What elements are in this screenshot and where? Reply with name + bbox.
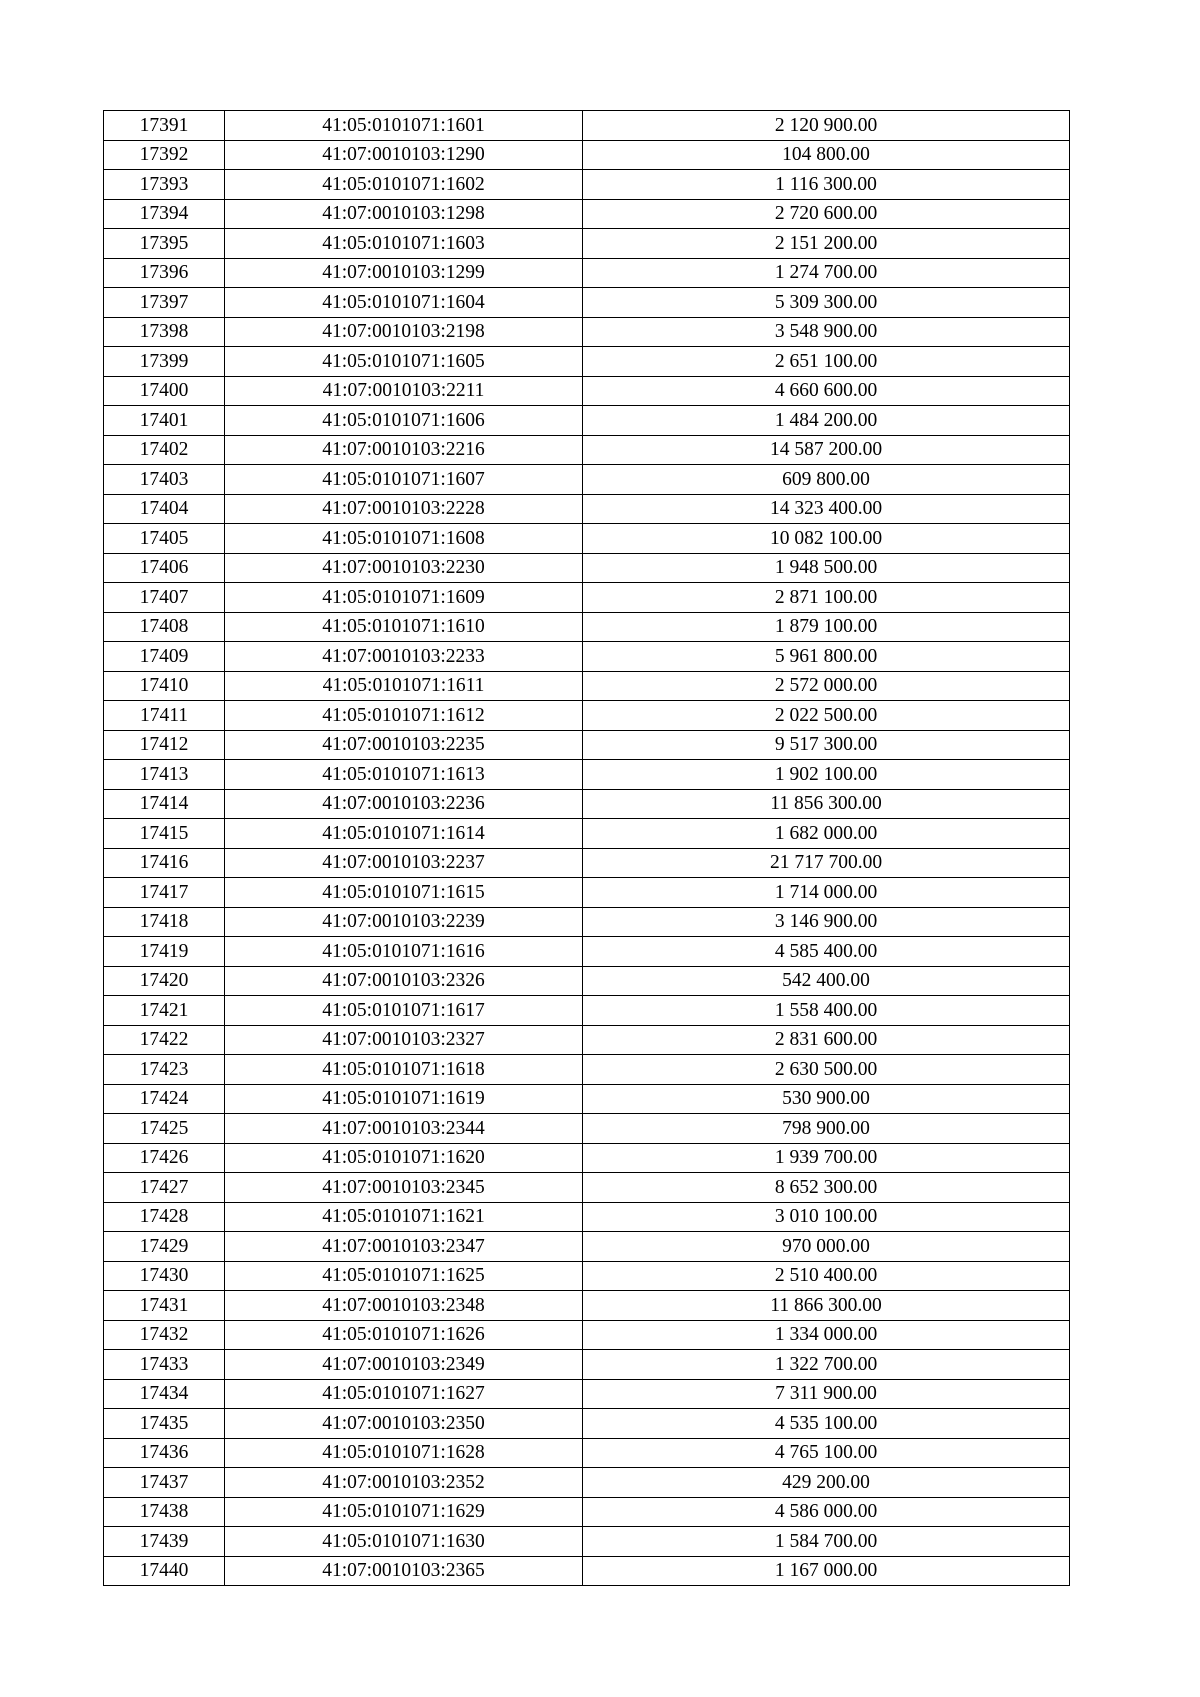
- table-row: [104, 583, 1070, 613]
- row-number-cell: 17403: [104, 465, 225, 495]
- row-number-cell: 17435: [104, 1409, 225, 1439]
- cadastral-value-cell: 798 900.00: [583, 1114, 1070, 1144]
- row-number-cell: 17429: [104, 1232, 225, 1262]
- table-row: [104, 376, 1070, 406]
- row-number-cell: 17397: [104, 288, 225, 318]
- row-number-cell: 17417: [104, 878, 225, 908]
- row-number-cell: 17394: [104, 199, 225, 229]
- table-row: [104, 111, 1070, 141]
- table-row: [104, 258, 1070, 288]
- cadastral-value-cell: 14 587 200.00: [583, 435, 1070, 465]
- cadastral-number-cell: 41:05:0101071:1614: [225, 819, 583, 849]
- cadastral-number-cell: 41:07:0010103:2216: [225, 435, 583, 465]
- row-number-cell: 17392: [104, 140, 225, 170]
- cadastral-value-cell: 4 535 100.00: [583, 1409, 1070, 1439]
- cadastral-value-cell: 4 765 100.00: [583, 1438, 1070, 1468]
- cadastral-value-cell: 2 510 400.00: [583, 1261, 1070, 1291]
- table-row: [104, 701, 1070, 731]
- cadastral-value-cell: 1 167 000.00: [583, 1556, 1070, 1586]
- cadastral-number-cell: 41:05:0101071:1613: [225, 760, 583, 790]
- table-row: [104, 1143, 1070, 1173]
- row-number-cell: 17402: [104, 435, 225, 465]
- table-row: [104, 819, 1070, 849]
- row-number-cell: 17399: [104, 347, 225, 377]
- cadastral-value-cell: 14 323 400.00: [583, 494, 1070, 524]
- cadastral-value-table: [103, 110, 1070, 1586]
- cadastral-value-cell: 1 714 000.00: [583, 878, 1070, 908]
- cadastral-value-cell: 3 010 100.00: [583, 1202, 1070, 1232]
- cadastral-value-cell: 8 652 300.00: [583, 1173, 1070, 1203]
- row-number-cell: 17423: [104, 1055, 225, 1085]
- cadastral-number-cell: 41:05:0101071:1607: [225, 465, 583, 495]
- table-row: [104, 494, 1070, 524]
- cadastral-number-cell: 41:07:0010103:2239: [225, 907, 583, 937]
- cadastral-value-cell: 2 151 200.00: [583, 229, 1070, 259]
- cadastral-value-cell: 542 400.00: [583, 966, 1070, 996]
- row-number-cell: 17413: [104, 760, 225, 790]
- cadastral-number-cell: 41:05:0101071:1626: [225, 1320, 583, 1350]
- table-row: [104, 1556, 1070, 1586]
- row-number-cell: 17395: [104, 229, 225, 259]
- cadastral-number-cell: 41:07:0010103:1298: [225, 199, 583, 229]
- row-number-cell: 17414: [104, 789, 225, 819]
- cadastral-number-cell: 41:07:0010103:2230: [225, 553, 583, 583]
- cadastral-number-cell: 41:05:0101071:1621: [225, 1202, 583, 1232]
- row-number-cell: 17425: [104, 1114, 225, 1144]
- table-row: [104, 937, 1070, 967]
- table-row: [104, 612, 1070, 642]
- row-number-cell: 17410: [104, 671, 225, 701]
- row-number-cell: 17391: [104, 111, 225, 141]
- table-row: [104, 1468, 1070, 1498]
- row-number-cell: 17419: [104, 937, 225, 967]
- table-row: [104, 1409, 1070, 1439]
- cadastral-value-cell: 609 800.00: [583, 465, 1070, 495]
- cadastral-number-cell: 41:05:0101071:1611: [225, 671, 583, 701]
- table-row: [104, 642, 1070, 672]
- table-row: [104, 1084, 1070, 1114]
- row-number-cell: 17434: [104, 1379, 225, 1409]
- row-number-cell: 17431: [104, 1291, 225, 1321]
- cadastral-number-cell: 41:05:0101071:1609: [225, 583, 583, 613]
- row-number-cell: 17404: [104, 494, 225, 524]
- cadastral-value-cell: 11 866 300.00: [583, 1291, 1070, 1321]
- row-number-cell: 17393: [104, 170, 225, 200]
- table-row: [104, 524, 1070, 554]
- table-row: [104, 288, 1070, 318]
- cadastral-value-cell: 2 651 100.00: [583, 347, 1070, 377]
- cadastral-number-cell: 41:05:0101071:1620: [225, 1143, 583, 1173]
- cadastral-value-cell: 4 586 000.00: [583, 1497, 1070, 1527]
- cadastral-number-cell: 41:05:0101071:1612: [225, 701, 583, 731]
- cadastral-value-cell: 1 334 000.00: [583, 1320, 1070, 1350]
- cadastral-number-cell: 41:05:0101071:1619: [225, 1084, 583, 1114]
- cadastral-value-cell: 1 558 400.00: [583, 996, 1070, 1026]
- table-row: [104, 1261, 1070, 1291]
- cadastral-number-cell: 41:05:0101071:1601: [225, 111, 583, 141]
- row-number-cell: 17436: [104, 1438, 225, 1468]
- cadastral-value-cell: 1 879 100.00: [583, 612, 1070, 642]
- row-number-cell: 17411: [104, 701, 225, 731]
- row-number-cell: 17426: [104, 1143, 225, 1173]
- cadastral-number-cell: 41:07:0010103:2228: [225, 494, 583, 524]
- row-number-cell: 17409: [104, 642, 225, 672]
- cadastral-value-cell: 970 000.00: [583, 1232, 1070, 1262]
- cadastral-number-cell: 41:05:0101071:1617: [225, 996, 583, 1026]
- table-row: [104, 1055, 1070, 1085]
- table-row: [104, 1379, 1070, 1409]
- table-row: [104, 966, 1070, 996]
- cadastral-number-cell: 41:05:0101071:1618: [225, 1055, 583, 1085]
- cadastral-value-cell: 7 311 900.00: [583, 1379, 1070, 1409]
- cadastral-number-cell: 41:07:0010103:2349: [225, 1350, 583, 1380]
- table-row: [104, 1527, 1070, 1557]
- cadastral-value-cell: 1 322 700.00: [583, 1350, 1070, 1380]
- cadastral-value-cell: 104 800.00: [583, 140, 1070, 170]
- table-row: [104, 553, 1070, 583]
- cadastral-number-cell: 41:07:0010103:2344: [225, 1114, 583, 1144]
- cadastral-value-cell: 1 902 100.00: [583, 760, 1070, 790]
- cadastral-value-cell: 21 717 700.00: [583, 848, 1070, 878]
- row-number-cell: 17416: [104, 848, 225, 878]
- table-row: [104, 170, 1070, 200]
- cadastral-number-cell: 41:07:0010103:2365: [225, 1556, 583, 1586]
- table-row: [104, 1114, 1070, 1144]
- cadastral-number-cell: 41:07:0010103:2211: [225, 376, 583, 406]
- cadastral-number-cell: 41:05:0101071:1606: [225, 406, 583, 436]
- table-row: [104, 789, 1070, 819]
- cadastral-value-cell: 530 900.00: [583, 1084, 1070, 1114]
- cadastral-value-cell: 2 572 000.00: [583, 671, 1070, 701]
- row-number-cell: 17424: [104, 1084, 225, 1114]
- cadastral-number-cell: 41:05:0101071:1608: [225, 524, 583, 554]
- row-number-cell: 17396: [104, 258, 225, 288]
- table-row: [104, 1202, 1070, 1232]
- row-number-cell: 17432: [104, 1320, 225, 1350]
- cadastral-value-cell: 1 584 700.00: [583, 1527, 1070, 1557]
- cadastral-number-cell: 41:07:0010103:2348: [225, 1291, 583, 1321]
- table-row: [104, 1350, 1070, 1380]
- table-row: [104, 1232, 1070, 1262]
- cadastral-value-cell: 2 871 100.00: [583, 583, 1070, 613]
- cadastral-number-cell: 41:05:0101071:1630: [225, 1527, 583, 1557]
- table-row: [104, 760, 1070, 790]
- row-number-cell: 17422: [104, 1025, 225, 1055]
- table-row: [104, 1438, 1070, 1468]
- row-number-cell: 17405: [104, 524, 225, 554]
- table-row: [104, 317, 1070, 347]
- cadastral-value-cell: 4 660 600.00: [583, 376, 1070, 406]
- table-row: [104, 996, 1070, 1026]
- cadastral-number-cell: 41:07:0010103:2233: [225, 642, 583, 672]
- table-row: [104, 229, 1070, 259]
- cadastral-number-cell: 41:07:0010103:2236: [225, 789, 583, 819]
- row-number-cell: 17418: [104, 907, 225, 937]
- table-row: [104, 1025, 1070, 1055]
- row-number-cell: 17406: [104, 553, 225, 583]
- row-number-cell: 17437: [104, 1468, 225, 1498]
- cadastral-number-cell: 41:07:0010103:2352: [225, 1468, 583, 1498]
- table-row: [104, 730, 1070, 760]
- row-number-cell: 17427: [104, 1173, 225, 1203]
- table-row: [104, 878, 1070, 908]
- cadastral-number-cell: 41:05:0101071:1625: [225, 1261, 583, 1291]
- cadastral-value-cell: 11 856 300.00: [583, 789, 1070, 819]
- row-number-cell: 17440: [104, 1556, 225, 1586]
- table-body: [104, 111, 1070, 1586]
- cadastral-value-cell: 1 682 000.00: [583, 819, 1070, 849]
- cadastral-number-cell: 41:05:0101071:1602: [225, 170, 583, 200]
- cadastral-number-cell: 41:07:0010103:1299: [225, 258, 583, 288]
- cadastral-number-cell: 41:05:0101071:1628: [225, 1438, 583, 1468]
- table-row: [104, 1497, 1070, 1527]
- row-number-cell: 17430: [104, 1261, 225, 1291]
- row-number-cell: 17401: [104, 406, 225, 436]
- cadastral-number-cell: 41:05:0101071:1616: [225, 937, 583, 967]
- row-number-cell: 17421: [104, 996, 225, 1026]
- row-number-cell: 17407: [104, 583, 225, 613]
- row-number-cell: 17398: [104, 317, 225, 347]
- cadastral-number-cell: 41:07:0010103:2345: [225, 1173, 583, 1203]
- cadastral-value-cell: 1 948 500.00: [583, 553, 1070, 583]
- cadastral-number-cell: 41:05:0101071:1627: [225, 1379, 583, 1409]
- table-row: [104, 199, 1070, 229]
- cadastral-value-cell: 1 274 700.00: [583, 258, 1070, 288]
- row-number-cell: 17428: [104, 1202, 225, 1232]
- cadastral-value-cell: 1 939 700.00: [583, 1143, 1070, 1173]
- cadastral-value-cell: 3 146 900.00: [583, 907, 1070, 937]
- cadastral-number-cell: 41:05:0101071:1610: [225, 612, 583, 642]
- cadastral-number-cell: 41:07:0010103:1290: [225, 140, 583, 170]
- cadastral-value-cell: 3 548 900.00: [583, 317, 1070, 347]
- table-row: [104, 347, 1070, 377]
- cadastral-number-cell: 41:07:0010103:2326: [225, 966, 583, 996]
- table-row: [104, 1291, 1070, 1321]
- cadastral-value-cell: 2 022 500.00: [583, 701, 1070, 731]
- cadastral-value-cell: 2 120 900.00: [583, 111, 1070, 141]
- cadastral-number-cell: 41:07:0010103:2198: [225, 317, 583, 347]
- cadastral-value-cell: 5 961 800.00: [583, 642, 1070, 672]
- cadastral-number-cell: 41:05:0101071:1615: [225, 878, 583, 908]
- cadastral-number-cell: 41:07:0010103:2347: [225, 1232, 583, 1262]
- cadastral-number-cell: 41:05:0101071:1605: [225, 347, 583, 377]
- row-number-cell: 17420: [104, 966, 225, 996]
- cadastral-number-cell: 41:07:0010103:2327: [225, 1025, 583, 1055]
- row-number-cell: 17433: [104, 1350, 225, 1380]
- row-number-cell: 17415: [104, 819, 225, 849]
- table-row: [104, 406, 1070, 436]
- cadastral-value-cell: 1 484 200.00: [583, 406, 1070, 436]
- table-row: [104, 1173, 1070, 1203]
- cadastral-number-cell: 41:05:0101071:1603: [225, 229, 583, 259]
- row-number-cell: 17400: [104, 376, 225, 406]
- row-number-cell: 17412: [104, 730, 225, 760]
- table-row: [104, 671, 1070, 701]
- cadastral-value-cell: 9 517 300.00: [583, 730, 1070, 760]
- table-row: [104, 435, 1070, 465]
- table-row: [104, 140, 1070, 170]
- cadastral-value-cell: 1 116 300.00: [583, 170, 1070, 200]
- cadastral-value-cell: 4 585 400.00: [583, 937, 1070, 967]
- cadastral-value-cell: 2 630 500.00: [583, 1055, 1070, 1085]
- row-number-cell: 17438: [104, 1497, 225, 1527]
- table-row: [104, 907, 1070, 937]
- cadastral-number-cell: 41:07:0010103:2235: [225, 730, 583, 760]
- table-row: [104, 465, 1070, 495]
- row-number-cell: 17439: [104, 1527, 225, 1557]
- cadastral-value-cell: 2 720 600.00: [583, 199, 1070, 229]
- table-row: [104, 848, 1070, 878]
- cadastral-number-cell: 41:05:0101071:1604: [225, 288, 583, 318]
- cadastral-value-cell: 5 309 300.00: [583, 288, 1070, 318]
- row-number-cell: 17408: [104, 612, 225, 642]
- cadastral-value-cell: 2 831 600.00: [583, 1025, 1070, 1055]
- cadastral-number-cell: 41:07:0010103:2350: [225, 1409, 583, 1439]
- table-row: [104, 1320, 1070, 1350]
- cadastral-value-cell: 10 082 100.00: [583, 524, 1070, 554]
- cadastral-value-cell: 429 200.00: [583, 1468, 1070, 1498]
- cadastral-number-cell: 41:05:0101071:1629: [225, 1497, 583, 1527]
- cadastral-number-cell: 41:07:0010103:2237: [225, 848, 583, 878]
